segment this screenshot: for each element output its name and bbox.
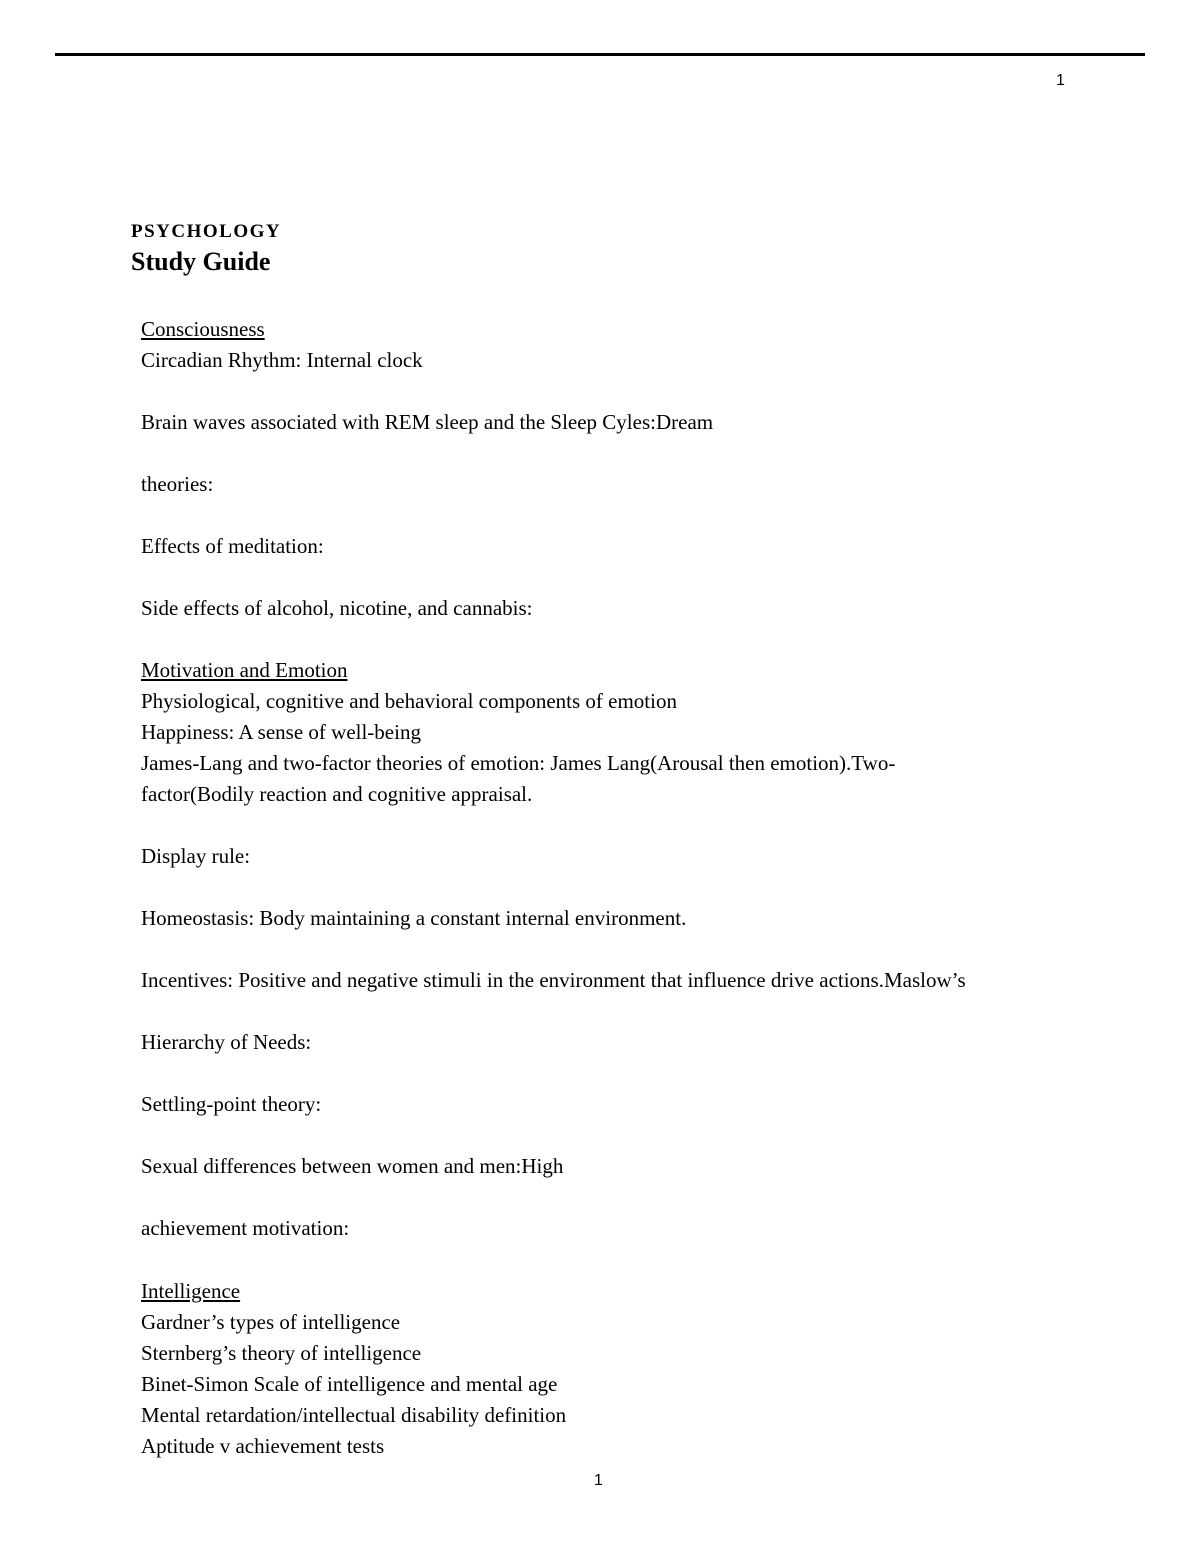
guide-line: Circadian Rhythm: Internal clock [141, 348, 423, 372]
guide-line: James-Lang and two-factor theories of emotion: James Lang(Arousal then emotion).Two- [141, 751, 896, 775]
guide-line: Settling-point theory: [141, 1092, 322, 1116]
section-heading-intelligence: Intelligence [141, 1279, 241, 1303]
guide-line: Sternberg’s theory of intelligence [141, 1341, 422, 1365]
guide-line: Display rule: [141, 844, 251, 868]
guide-line: Physiological, cognitive and behavioral components of emotion [141, 689, 677, 713]
header-page-number: 1 [1056, 72, 1065, 89]
guide-line: achievement motivation: [141, 1216, 350, 1240]
footer-page-number: 1 [594, 1472, 603, 1489]
guide-line: Hierarchy of Needs: [141, 1030, 312, 1054]
guide-line: Gardner’s types of intelligence [141, 1310, 401, 1334]
guide-line: Effects of meditation: [141, 534, 324, 558]
document-subject: PSYCHOLOGY [131, 221, 282, 242]
header-rule [55, 53, 1145, 56]
section-heading-motivation: Motivation and Emotion [141, 658, 348, 682]
document-title: Study Guide [131, 247, 271, 276]
guide-line: factor(Bodily reaction and cognitive appraisal. [141, 782, 533, 806]
guide-line: Homeostasis: Body maintaining a constant internal environment. [141, 906, 687, 930]
section-heading-consciousness: Consciousness [141, 317, 265, 341]
guide-line: Sexual differences between women and men:High [141, 1154, 564, 1178]
guide-line: Incentives: Positive and negative stimuli in the environment that influence drive actions.Maslow’s [141, 968, 966, 992]
guide-line: Brain waves associated with REM sleep and the Sleep Cyles:Dream [141, 410, 714, 434]
guide-line: Mental retardation/intellectual disability definition [141, 1403, 567, 1427]
guide-line: Aptitude v achievement tests [141, 1434, 385, 1458]
guide-line: Binet-Simon Scale of intelligence and mental age [141, 1372, 558, 1396]
guide-line: Side effects of alcohol, nicotine, and cannabis: [141, 596, 533, 620]
guide-line: Happiness: A sense of well-being [141, 720, 421, 744]
guide-line: theories: [141, 472, 214, 496]
